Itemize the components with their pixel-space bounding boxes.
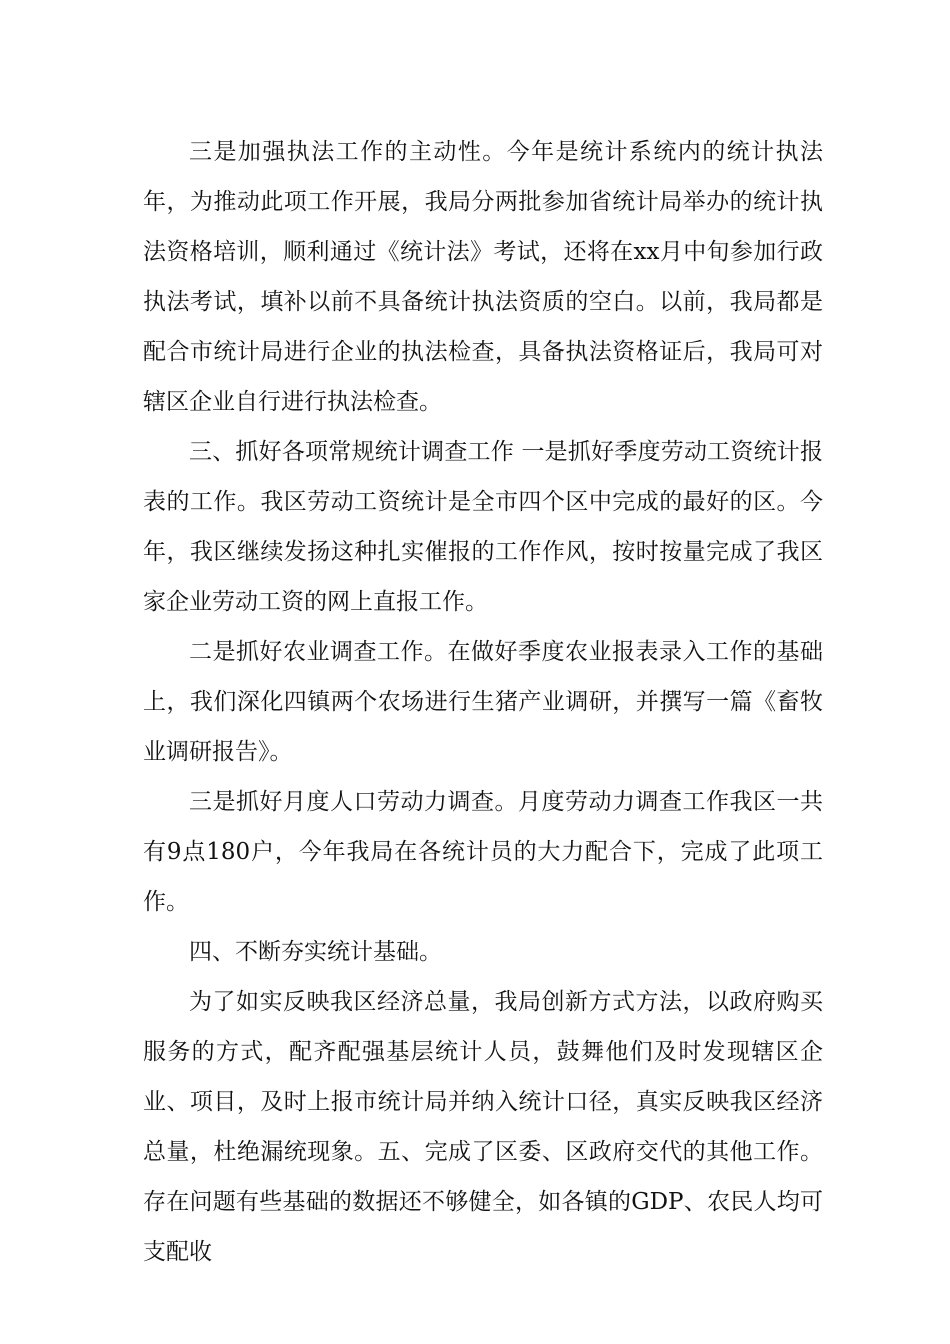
paragraph-section-heading: 四、不断夯实统计基础。 [189, 939, 442, 965]
paragraph-routine-surveys: 三、抓好各项常规统计调查工作 一是抓好季度劳动工资统计报表的工作。我区劳动工资统计是全市四个区中完成的最好的区。今年，我区继续发扬这种扎实催报的工作作风，按时按量完成了我区家企业劳动工资的网上直报工作。 [143, 439, 823, 615]
paragraph-agriculture-survey: 二是抓好农业调查工作。在做好季度农业报表录入工作的基础上，我们深化四镇两个农场进行生猪产业调研，并撰写一篇《畜牧业调研报告》。 [143, 639, 823, 765]
paragraph-economic-total: 为了如实反映我区经济总量，我局创新方式方法，以政府购买服务的方式，配齐配强基层统计人员，鼓舞他们及时发现辖区企业、项目，及时上报市统计局并纳入统计口径，真实反映我区经济总量，杜绝漏统现象。五、完成了区委、区政府交代的其他工作。存在问题有些基础的数据还不够健全，如各镇的GDP、农民人均可支配收 [143, 989, 823, 1265]
paragraph-enforcement: 三是加强执法工作的主动性。今年是统计系统内的统计执法年，为推动此项工作开展，我局分两批参加省统计局举办的统计执法资格培训，顺利通过《统计法》考试，还将在xx月中旬参加行政执法考试，填补以前不具备统计执法资质的空白。以前，我局都是配合市统计局进行企业的执法检查，具备执法资格证后，我局可对辖区企业自行进行执法检查。 [143, 139, 823, 415]
document-body [143, 127, 823, 1277]
paragraph-labor-survey: 三是抓好月度人口劳动力调查。月度劳动力调查工作我区一共有9点180户，今年我局在各统计员的大力配合下，完成了此项工作。 [143, 789, 823, 915]
